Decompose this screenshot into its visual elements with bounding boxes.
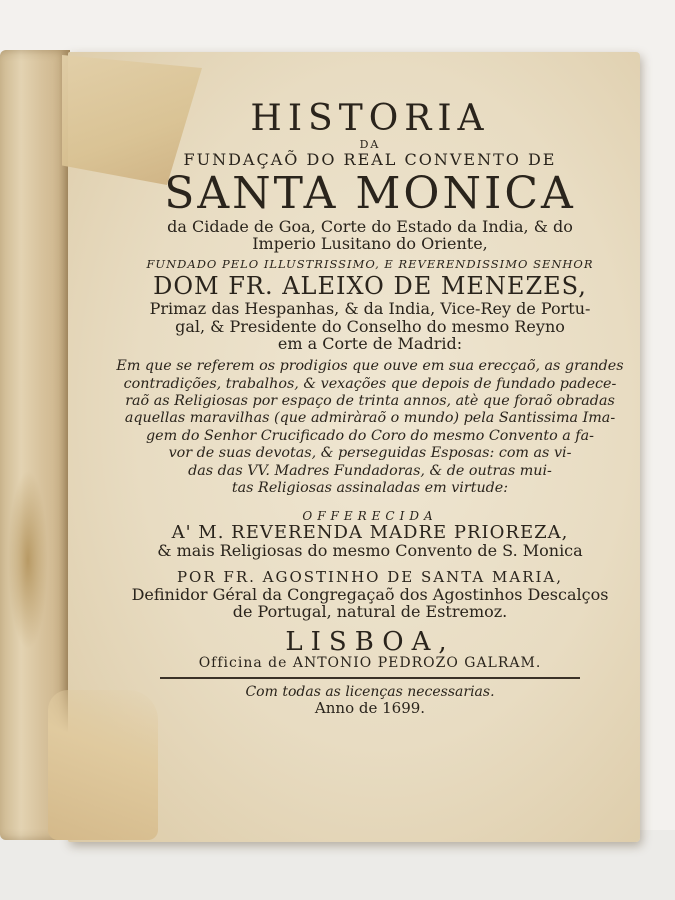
description-line: Em que se referem os prodigios que ouve em sua erecçaõ, as grandes <box>116 358 624 375</box>
title-gal: gal, & Presidente do Conselho do mesmo Reyno <box>175 316 565 336</box>
title-corte: em a Corte de Madrid: <box>277 333 463 353</box>
imprint-licenses: Com todas as licenças necessarias. <box>245 684 495 701</box>
description-line: vor de suas devotas, & perseguidas Esposas: com as vi- <box>168 445 572 462</box>
title-imperio: Imperio Lusitano do Oriente, <box>252 233 488 253</box>
author-founder: DOM FR. ALEIXO DE MENEZES, <box>153 272 587 301</box>
description-line: tas Religiosas assinaladas em virtude: <box>231 480 509 497</box>
description-line: das das VV. Madres Fundadoras, & de outras mui- <box>188 462 552 479</box>
description-line: contradições, trabalhos, & vexações que depois de fundado padece- <box>123 375 617 392</box>
imprint-rule <box>160 677 580 679</box>
imprint-city: LISBOA, <box>285 627 455 658</box>
dedication-madre: A' M. REVERENDA MADRE PRIOREZA, <box>171 521 569 543</box>
description-line: raõ as Religiosas por espaço de trinta annos, atè que foraõ obradas <box>125 393 615 410</box>
title-da: DA <box>359 137 381 151</box>
title-cidade: da Cidade de Goa, Corte do Estado da India, & do <box>167 216 573 236</box>
author-origin: de Portugal, natural de Estremoz. <box>232 601 508 621</box>
imprint-printer: Officina de ANTONIO PEDROZO GALRAM. <box>198 655 542 672</box>
dedication-heading: OFFERECIDA <box>302 508 438 523</box>
title-santa-monica: SANTA MONICA <box>164 168 576 220</box>
description-line: aquellas maravilhas (que admiràraõ o mundo) pela Santissima Ima- <box>124 410 616 427</box>
spine-stain <box>8 470 48 650</box>
dedication-convento: & mais Religiosas do mesmo Convento de S. Monica <box>157 541 583 561</box>
title-primaz: Primaz das Hespanhas, & da India, Vice-Rey de Portu- <box>149 299 591 319</box>
book-title: HISTORIA <box>250 98 490 139</box>
imprint-year: Anno de 1699. <box>314 699 426 718</box>
author-title: Definidor Géral da Congregaçaõ dos Agostinhos Descalços <box>131 584 609 604</box>
title-fundacao: FUNDAÇAÕ DO REAL CONVENTO DE <box>183 149 557 169</box>
title-fundado: FUNDADO PELO ILLUSTRISSIMO, E REVERENDISSIMO SENHOR <box>146 257 594 272</box>
description-line: gem do Senhor Crucificado do Coro do mesmo Convento a fa- <box>146 427 594 444</box>
author-name: POR FR. AGOSTINHO DE SANTA MARIA, <box>176 568 564 587</box>
description-block <box>110 358 630 498</box>
title-page-text <box>110 100 630 717</box>
